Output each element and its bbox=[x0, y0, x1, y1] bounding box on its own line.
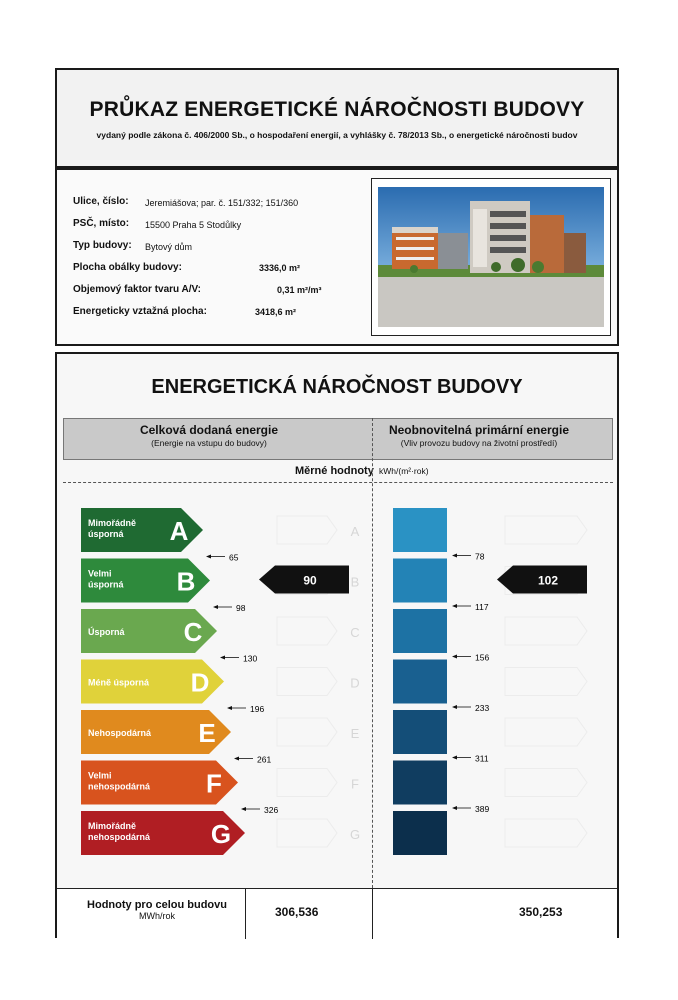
energy-performance-title: ENERGETICKÁ NÁROČNOST BUDOVY bbox=[151, 376, 523, 398]
certificate-subtitle: vydaný podle zákona č. 406/2000 Sb., o hospodaření energií, a vyhlášky č. 78/2013 Sb., o energetické náročnosti budov bbox=[96, 130, 578, 140]
primary-energy-heading: Neobnovitelná primární energie bbox=[388, 423, 570, 437]
left-threshold-arrow-3 bbox=[227, 706, 232, 710]
class-name-b: Velmi bbox=[88, 568, 112, 579]
right-threshold-4: 311 bbox=[475, 753, 489, 764]
primary-bar-g bbox=[393, 811, 447, 855]
faint-letter-d: D bbox=[350, 675, 360, 691]
placeholder-left-d bbox=[277, 668, 337, 696]
class-name2-a: úsporná bbox=[88, 529, 124, 539]
class-name2-f: nehospodárná bbox=[88, 781, 151, 792]
class-letter-f: F bbox=[206, 768, 222, 799]
placeholder-right-a bbox=[505, 516, 587, 544]
right-column-heading bbox=[344, 423, 614, 448]
left-threshold-arrow-5 bbox=[241, 807, 246, 811]
class-name-e: Nehospodárná bbox=[88, 728, 152, 738]
envelope-area-label: Plocha obálky budovy: bbox=[73, 262, 182, 273]
whole-building-label: Hodnoty pro celou budovu bbox=[87, 899, 227, 911]
class-name-c: Úsporná bbox=[88, 627, 125, 637]
class-name-a: Mimořádně bbox=[88, 518, 137, 528]
class-letter-g: G bbox=[210, 819, 232, 849]
footer-separator bbox=[245, 889, 246, 939]
right-threshold-3: 233 bbox=[475, 703, 490, 713]
class-name2-g: nehospodárná bbox=[88, 832, 151, 842]
primary-bar-d bbox=[393, 660, 447, 704]
placeholder-right-c bbox=[505, 617, 587, 645]
right-threshold-arrow-3 bbox=[452, 705, 457, 709]
primary-bar-a bbox=[393, 508, 447, 552]
total-delivered-energy-note: (Energie na vstupu do budovy) bbox=[151, 438, 267, 448]
placeholder-left-e bbox=[277, 718, 337, 746]
right-threshold-arrow-2 bbox=[452, 655, 457, 659]
left-threshold-arrow-0 bbox=[206, 555, 211, 559]
reference-area-label: Energeticky vztažná plocha: bbox=[73, 306, 207, 317]
building-photo-frame bbox=[371, 178, 611, 336]
placeholder-left-g bbox=[277, 819, 337, 847]
certificate-header bbox=[55, 68, 619, 168]
right-threshold-arrow-0 bbox=[452, 554, 457, 558]
right-threshold-0: 78 bbox=[475, 551, 485, 562]
energy-performance-panel bbox=[55, 352, 619, 938]
primary-bar-f bbox=[393, 761, 447, 805]
faint-letter-a: A bbox=[350, 524, 360, 539]
placeholder-right-g bbox=[505, 819, 587, 847]
faint-letter-b: B bbox=[350, 574, 360, 590]
left-threshold-2: 130 bbox=[243, 653, 258, 664]
faint-letter-f: F bbox=[351, 776, 359, 792]
left-threshold-4: 261 bbox=[257, 754, 272, 765]
whole-building-values bbox=[57, 888, 617, 939]
left-threshold-3: 196 bbox=[250, 704, 265, 714]
left-threshold-arrow-1 bbox=[213, 605, 218, 609]
delivered-energy-value: 90 bbox=[303, 573, 317, 588]
shape-factor-label: Objemový faktor tvaru A/V: bbox=[73, 284, 201, 295]
column-headings bbox=[63, 418, 613, 460]
footer-separator-mid bbox=[372, 889, 373, 939]
faint-letter-c: C bbox=[350, 625, 360, 640]
street-value: Jeremiášova; par. č. 151/332; 151/360 bbox=[145, 198, 299, 208]
right-threshold-arrow-4 bbox=[452, 756, 457, 760]
placeholder-left-a bbox=[277, 516, 337, 544]
class-name-g: Mimořádně bbox=[88, 821, 137, 831]
energy-class-scale bbox=[57, 492, 617, 892]
postcode-value: 15500 Praha 5 Stodůlky bbox=[145, 220, 242, 230]
left-threshold-5: 326 bbox=[264, 805, 279, 815]
left-threshold-arrow-2 bbox=[220, 656, 225, 660]
left-threshold-0: 65 bbox=[229, 552, 239, 563]
street-label: Ulice, číslo: bbox=[73, 196, 129, 207]
reference-area-value: 3418,6 m² bbox=[255, 307, 297, 317]
right-threshold-arrow-1 bbox=[452, 604, 457, 608]
primary-energy-note: (Vliv provozu budovy na životní prostředí) bbox=[400, 438, 558, 448]
primary-bar-e bbox=[393, 710, 447, 754]
postcode-label: PSČ, místo: bbox=[73, 218, 130, 229]
building-type-value: Bytový dům bbox=[145, 242, 193, 252]
placeholder-left-f bbox=[277, 769, 337, 797]
left-threshold-arrow-4 bbox=[234, 757, 239, 761]
placeholder-right-f bbox=[505, 769, 587, 797]
envelope-area-value: 3336,0 m² bbox=[259, 263, 301, 273]
class-name2-b: úsporná bbox=[88, 579, 124, 590]
class-letter-d: D bbox=[190, 667, 210, 698]
class-letter-a: A bbox=[169, 516, 189, 546]
primary-energy-value: 350,253 bbox=[519, 905, 563, 919]
placeholder-right-d bbox=[505, 668, 587, 696]
specific-values-label: Měrné hodnoty bbox=[295, 465, 374, 477]
class-name-d: Méně úsporná bbox=[88, 677, 150, 688]
right-threshold-2: 156 bbox=[475, 652, 490, 663]
right-threshold-5: 389 bbox=[475, 804, 490, 814]
placeholder-left-c bbox=[277, 617, 337, 645]
total-delivered-energy-value: 306,536 bbox=[275, 905, 319, 919]
specific-values-unit: kWh/(m²·rok) bbox=[379, 466, 429, 476]
class-letter-c: C bbox=[183, 617, 203, 647]
primary-energy-value: 102 bbox=[537, 573, 559, 588]
faint-letter-g: G bbox=[349, 827, 361, 842]
right-threshold-arrow-5 bbox=[452, 806, 457, 810]
right-threshold-1: 117 bbox=[475, 602, 489, 612]
specific-values-row bbox=[63, 460, 613, 483]
total-delivered-energy-heading: Celková dodaná energie bbox=[139, 423, 279, 437]
class-letter-b: B bbox=[176, 566, 196, 597]
primary-bar-c bbox=[393, 609, 447, 653]
left-threshold-1: 98 bbox=[236, 603, 246, 613]
building-type-label: Typ budovy: bbox=[73, 240, 132, 251]
building-info-panel bbox=[55, 168, 619, 346]
class-letter-e: E bbox=[198, 718, 216, 748]
certificate-title: PRŮKAZ ENERGETICKÉ NÁROČNOSTI BUDOVY bbox=[89, 98, 585, 121]
left-column-heading bbox=[74, 423, 344, 448]
primary-bar-b bbox=[393, 559, 447, 603]
class-name-f: Velmi bbox=[88, 770, 112, 781]
whole-building-label-block bbox=[63, 899, 251, 921]
whole-building-unit: MWh/rok bbox=[139, 911, 175, 921]
placeholder-right-e bbox=[505, 718, 587, 746]
building-photo bbox=[378, 187, 604, 327]
shape-factor-value: 0,31 m²/m³ bbox=[277, 285, 322, 295]
faint-letter-e: E bbox=[350, 726, 360, 741]
